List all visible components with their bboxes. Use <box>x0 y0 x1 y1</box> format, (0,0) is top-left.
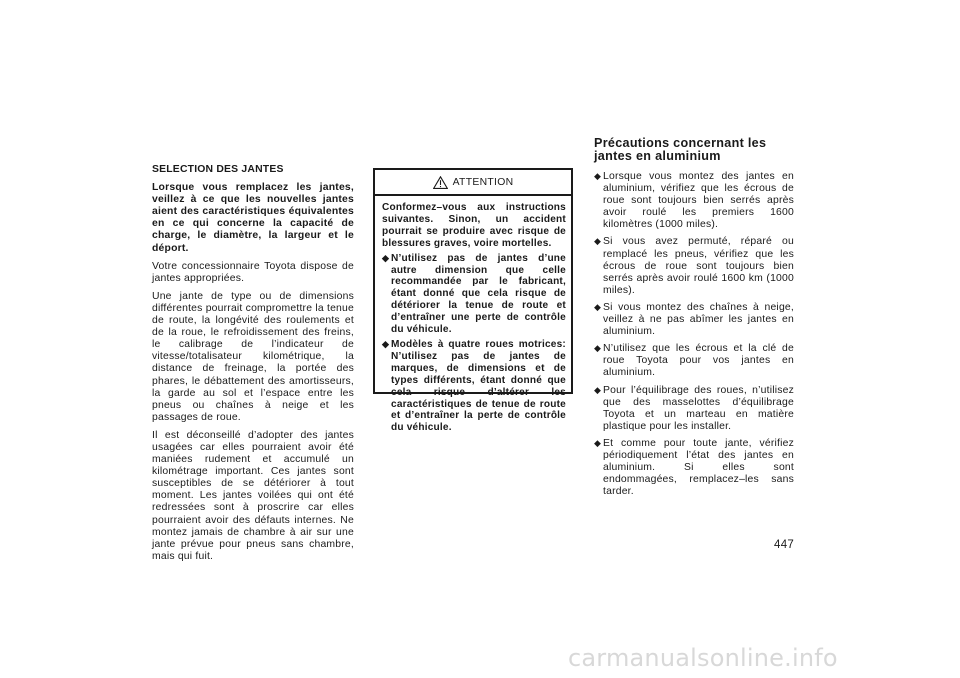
list-item-text: Pour l’équilibrage des roues, n’utilisez que des masselottes d’équilibrage Toyota et un marteau en matière plastique pour les installer. <box>603 384 794 432</box>
warning-body <box>375 196 571 434</box>
list-item <box>594 385 794 433</box>
warning-item-text: Modèles à quatre roues motrices: N’utilisez pas de jantes de marques, de dimensions et de types différents, étant donné que cela risque d’altérer les caractéristiques de tenue de route et d’entraîner la perte de contrôle du véhicule. <box>391 338 566 434</box>
list-item-text: Et comme pour toute jante, vérifiez périodiquement l’état des jantes en aluminium. Si elles sont endommagées, remplacez–les sans tarder. <box>603 437 794 498</box>
diamond-bullet-icon: ◆ <box>382 252 390 263</box>
list-item <box>594 343 794 379</box>
section-heading: SELECTION DES JANTES <box>152 164 284 175</box>
list-item <box>594 236 794 296</box>
bold-intro: Lorsque vous remplacez les jantes, veillez à ce que les nouvelles jantes aient des caractéristiques équivalentes en ce qui concerne la capacité de charge, le diamètre, la largeur et le déport. <box>152 182 354 254</box>
diamond-bullet-icon: ◆ <box>382 338 390 349</box>
diamond-bullet-icon: ◆ <box>594 236 602 247</box>
section-title-line: jantes en aluminium <box>594 149 721 163</box>
warning-intro: Conformez–vous aux instructions suivantes. Sinon, un accident pourrait se produire avec risque de blessures graves, voire mortelles. <box>382 202 566 249</box>
page-number: 447 <box>774 539 795 551</box>
section-title <box>594 137 794 163</box>
diamond-bullet-icon: ◆ <box>594 343 602 354</box>
list-item <box>594 302 794 338</box>
left-column <box>152 164 354 569</box>
list-item-text: Si vous montez des chaînes à neige, veillez à ne pas abîmer les jantes en aluminium. <box>603 301 794 338</box>
watermark: carmanualsonline.info <box>568 644 838 672</box>
warning-triangle-icon <box>433 176 448 189</box>
list-item-text: Lorsque vous montez des jantes en aluminium, vérifiez que les écrous de roue sont toujours bien serrés après avoir roulé les premiers 1600 kilomètres (1000 miles). <box>603 171 794 231</box>
section-title-line: Précautions concernant les <box>594 136 767 150</box>
paragraph: Votre concessionnaire Toyota dispose de jantes appropriées. <box>152 260 354 284</box>
list-item-text: Si vous avez permuté, réparé ou remplacé les pneus, vérifiez que les écrous de roue sont toujours bien serrés après avoir roulé 1600 km (1000 miles). <box>603 236 794 296</box>
warning-header <box>375 170 571 196</box>
warning-title: ATTENTION <box>452 176 514 188</box>
list-item-text: N’utilisez que les écrous et la clé de roue Toyota pour vos jantes en aluminium. <box>603 343 794 379</box>
warning-item <box>382 339 566 434</box>
list-item <box>594 438 794 498</box>
diamond-bullet-icon: ◆ <box>594 171 602 181</box>
paragraph: Il est déconseillé d’adopter des jantes usagées car elles pourraient avoir été maniées rudement et accumulé un kilométrage important. Ces jantes sont susceptibles de se détériorer à tout moment. Les jantes voilées qui ont été redressées sont à proscrire car elles pourraient avoir des défauts internes. Ne montez jamais de chambre à air sur une jante prévue pour pneus sans chambre, mais qui fuit. <box>152 429 354 562</box>
diamond-bullet-icon: ◆ <box>594 384 602 395</box>
right-column <box>594 137 794 503</box>
warning-box <box>373 168 573 434</box>
diamond-bullet-icon: ◆ <box>594 437 602 448</box>
warning-item-text: N’utilisez pas de jantes d’une autre dimension que celle recommandée par le fabricant, étant donné que cela risque de détériorer la tenue de route et d’entraîner une perte de contrôle du véhicule. <box>391 252 566 336</box>
diamond-bullet-icon: ◆ <box>594 301 602 312</box>
list-item <box>594 171 794 231</box>
warning-item <box>382 253 566 336</box>
paragraph: Une jante de type ou de dimensions différentes pourrait compromettre la tenue de route, la longévité des roulements et de la roue, le refroidissement des freins, le calibrage de l’indicateur de vitesse/totalisateur kilométrique, la distance de freinage, la portée des phares, le débattement des amortisseurs, la garde au sol et l’espace entre les pneus ou chaînes à neige et les passages de roue. <box>152 290 354 423</box>
